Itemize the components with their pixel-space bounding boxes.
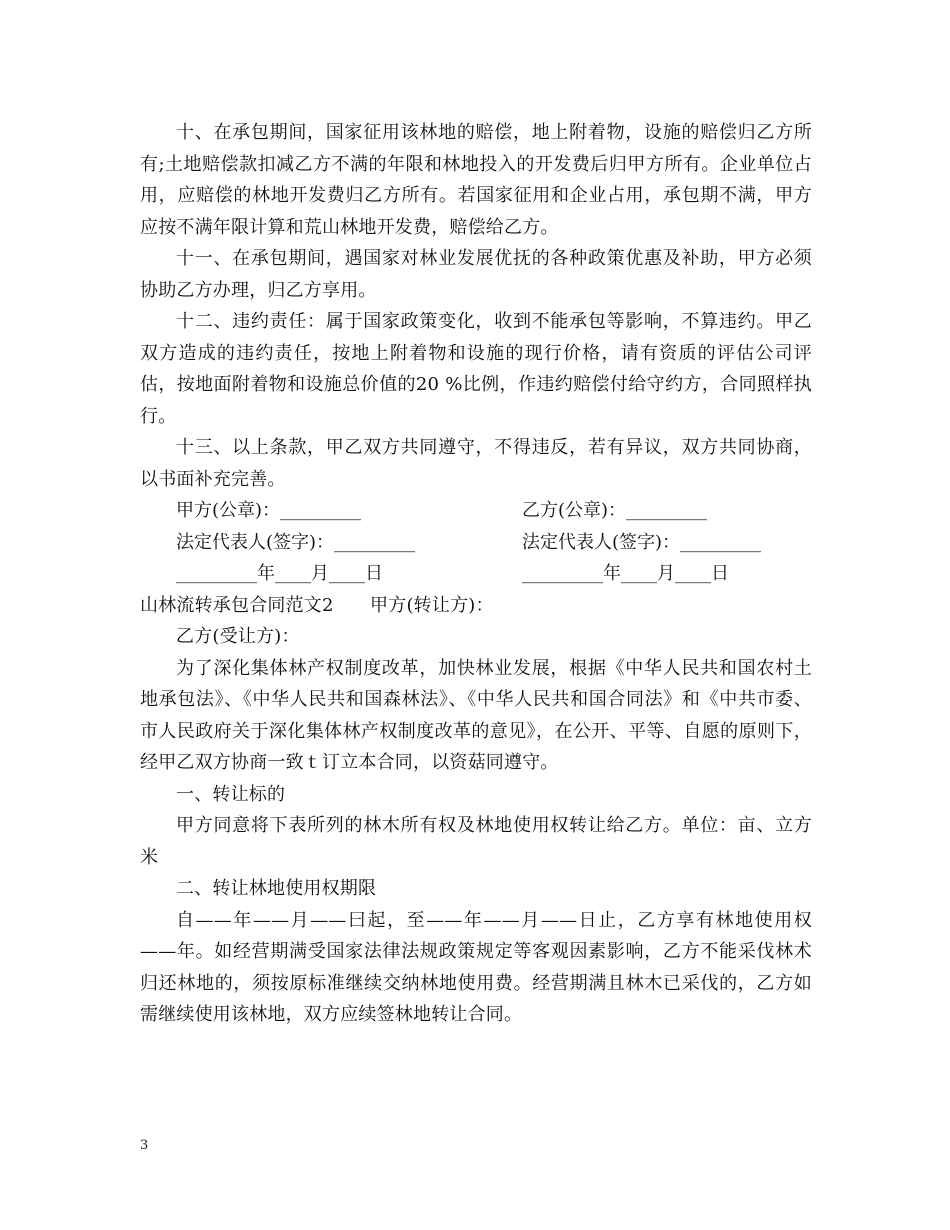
party-b-date: _________年____月____日 bbox=[522, 563, 729, 584]
clause-12: 十二、违约责任：属于国家政策变化，收到不能承包等影响，不算违约。甲乙双方造成的违约责任，按地上附着物和设施的现行价格，请有资质的评估公司评估，按地面附着物和设施总价值的20 %比例，作违约赔偿付给守约方，合同照样执行。 bbox=[140, 311, 812, 427]
signature-row-date bbox=[140, 558, 812, 590]
section-2-body: 自——年——月——曰起，至——年——月——日止，乙方享有林地使用权——年。如经营期满受国家法律法规政策规定等客观因素影响，乙方不能采伐林术归还林地的，须按原标准继续交纳林地使用费。经营期满且林木已采伐的，乙方如需继续使用该林地，双方应续签林地转让合同。 bbox=[140, 909, 812, 1025]
party-a-representative: 法定代表人(签字)：_________ bbox=[176, 531, 416, 553]
document-body bbox=[140, 117, 812, 1031]
section-2-title: 二、转让林地使用权期限 bbox=[176, 878, 377, 899]
second-contract-heading: 山林流转承包合同范文2 甲方(转让方)： bbox=[140, 594, 494, 616]
signature-row-rep bbox=[140, 527, 812, 559]
signature-row-seal bbox=[140, 495, 812, 527]
second-contract-party-b: 乙方(受让方)： bbox=[176, 626, 300, 647]
party-b-seal: 乙方(公章)：_________ bbox=[522, 500, 708, 521]
section-1-title: 一、转让标的 bbox=[176, 783, 286, 805]
section-1-body: 甲方同意将下表所列的林木所有权及林地使用权转让给乙方。单位：亩、立方米 bbox=[140, 815, 812, 868]
page-number: 3 bbox=[140, 1138, 149, 1153]
second-contract-intro: 为了深化集体林产权制度改革，加快林业发展，根据《中华人民共和国农村土地承包法》、《中华人民共和国森林法》、《中华人民共和国合同法》和《中共市委、市人民政府关于深化集体林产权制度改革的意见》，在公开、平等、自愿的原则下，经甲乙双方协商一致ｔ订立本合同，以资菇同遵守。 bbox=[140, 657, 812, 773]
clause-13: 十三、以上条款，甲乙双方共同遵守，不得违反，若有异议，双方共同协商，以书面补充完善。 bbox=[140, 437, 812, 490]
party-a-date: _________年____月____日 bbox=[176, 563, 383, 584]
clause-10: 十、在承包期间，国家征用该林地的赔偿，地上附着物，设施的赔偿归乙方所有;土地赔偿款扣减乙方不满的年限和林地投入的开发费后归甲方所有。企业单位占用，应赔偿的林地开发费归乙方所有。若国家征用和企业占用，承包期不满，甲方应按不满年限计算和荒山林地开发费，赔偿给乙方。 bbox=[140, 122, 812, 238]
party-a-seal: 甲方(公章)：_________ bbox=[176, 500, 362, 521]
clause-11: 十一、在承包期间，遇国家对林业发展优抚的各种政策优惠及补助，甲方必须协助乙方办理，归乙方享用。 bbox=[140, 248, 812, 301]
party-b-representative: 法定代表人(签字)：_________ bbox=[522, 531, 762, 553]
